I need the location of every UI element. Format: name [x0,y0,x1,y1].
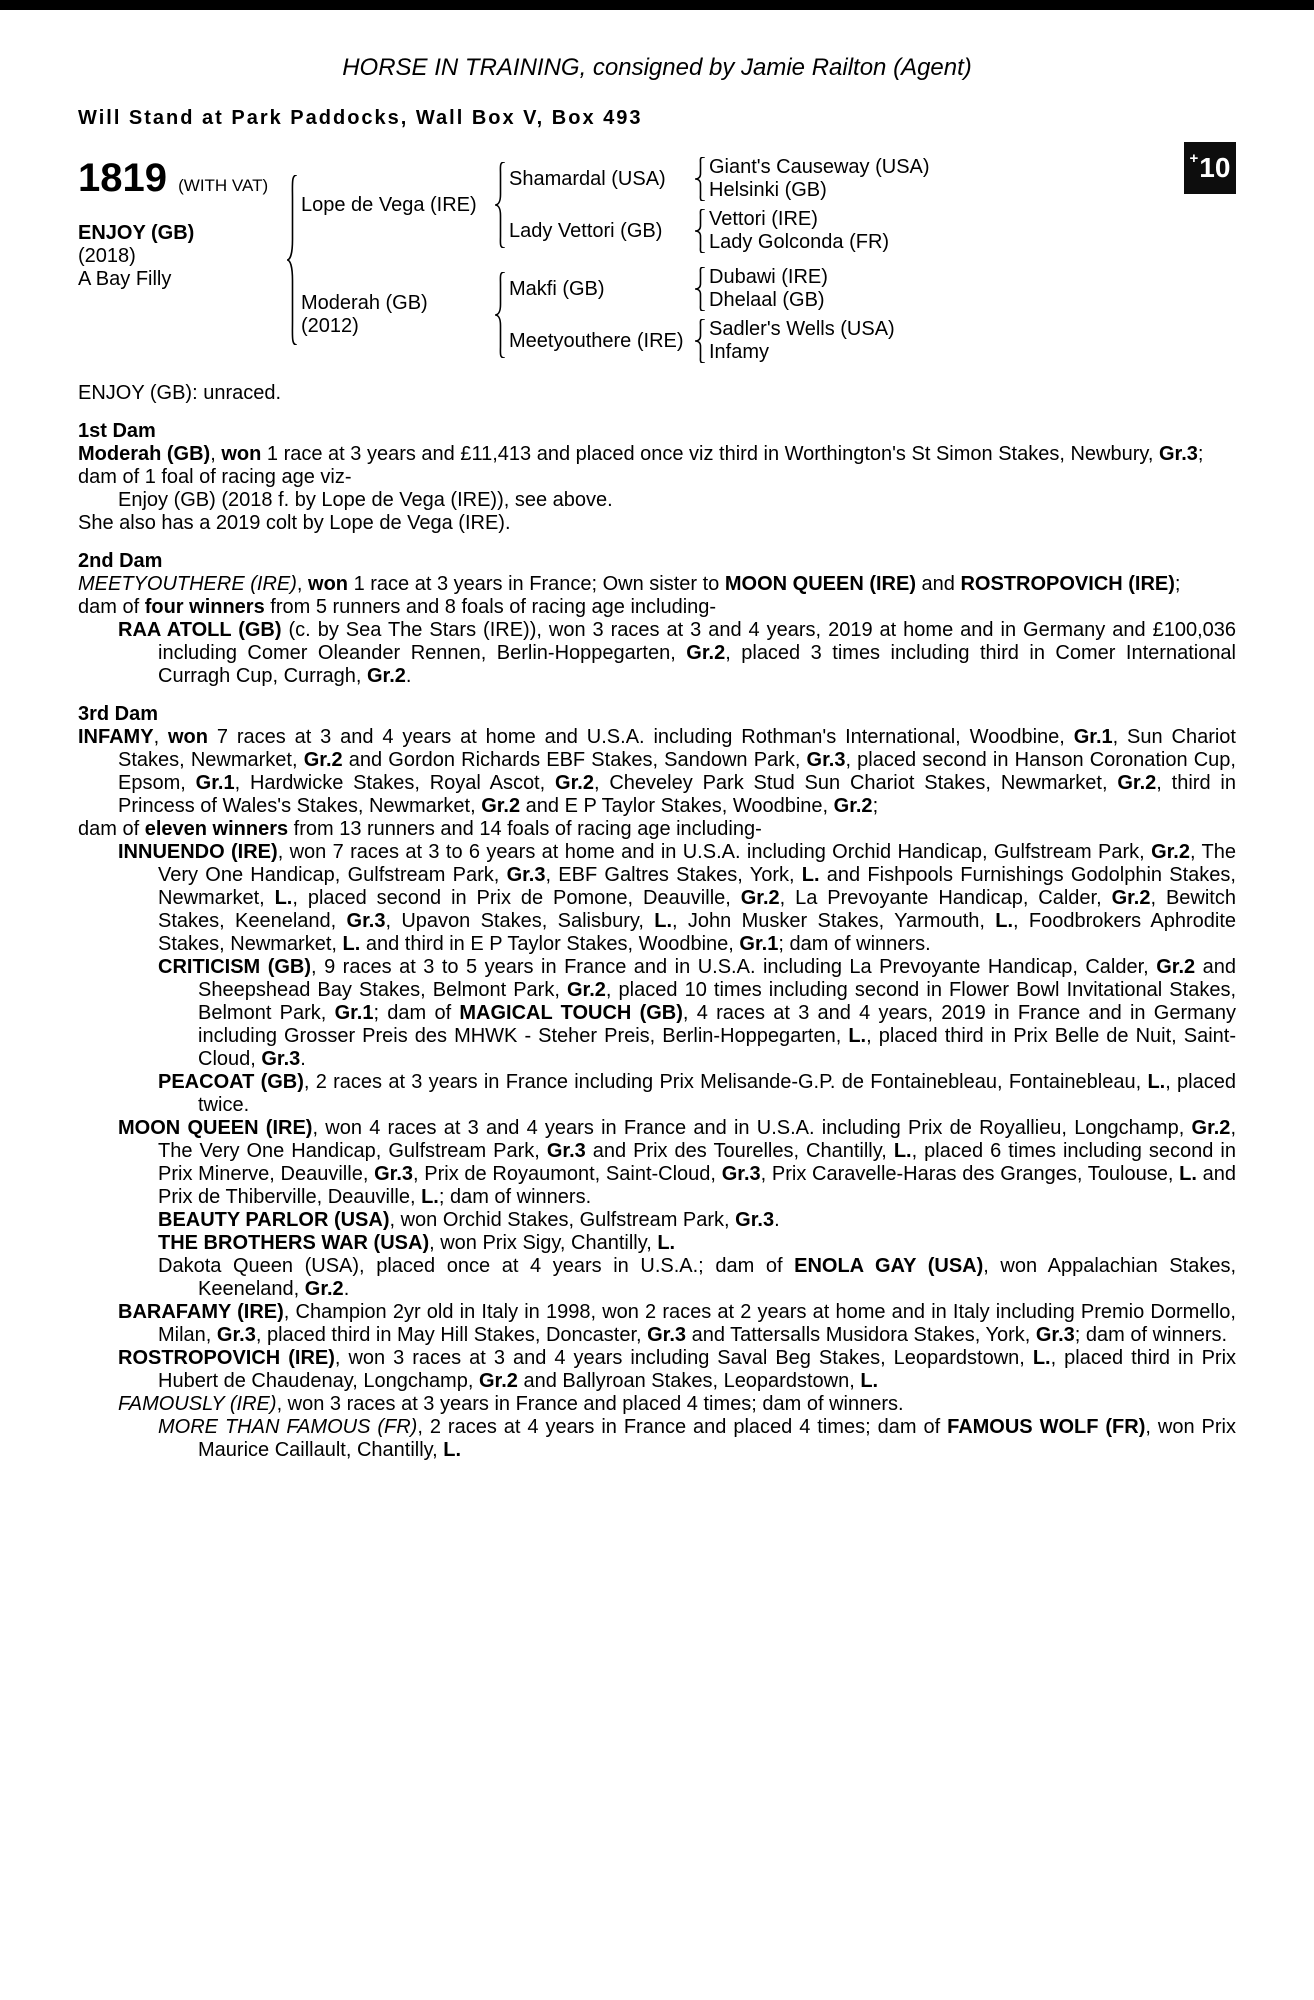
dam-section-heading: 3rd Dam [78,703,159,725]
plus-icon: + [1189,150,1199,167]
great-grandparent-name: Dubawi (IRE) [709,266,828,288]
text-segment: 1 race at 3 years in France; Own sister to [348,573,725,595]
text-segment: and third in E P Taylor Stakes, Woodbine, [360,933,740,955]
text-segment: L. [443,1439,462,1461]
text-segment: , [153,726,168,748]
brace-icon [491,162,509,248]
text-segment: Gr.2 [555,772,594,794]
dam-section-heading: 2nd Dam [78,550,163,572]
text-segment: dam of [78,818,145,840]
text-segment: . [405,665,412,687]
text-segment: Gr.2 [1111,887,1151,909]
text-segment: Gr.3 [261,1048,301,1070]
text-segment: , won 4 races at 3 and 4 years in France and in U.S.A. including Prix de Royallieu, Longchamp, [312,1117,1192,1139]
text-segment: , 9 races at 3 to 5 years in France and in U.S.A. including La Prevoyante Handicap, Calder, [311,956,1157,978]
text-segment: ROSTROPOVICH (IRE) [118,1347,335,1369]
text-segment: and Fishpools Furnishings Godolphin Stakes, Newmarket, [158,864,1236,909]
text-segment: and Prix des Tourelles, Chantilly, [585,1140,894,1162]
text-segment: Gr.3 [1159,443,1198,465]
text-segment: Gr.3 [735,1209,775,1231]
catalogue-paragraph [78,1347,1236,1393]
text-segment: ; dam of winners. [438,1186,592,1208]
catalogue-paragraph [78,596,1236,619]
catalogue-paragraph [78,619,1236,688]
text-segment: (c. by Sea The Stars (IRE)), won 3 races at 3 and 4 years, 2019 at home and in Germany and £100,036 including Comer Oleander Rennen, Berlin-Hoppegarten, [158,619,1236,664]
text-segment: Gr.1 [1073,726,1113,748]
text-segment: MOON QUEEN (IRE) [118,1117,313,1139]
sire-branch [301,156,930,254]
great-grandparent-name: Sadler's Wells (USA) [709,318,895,340]
catalogue-paragraph [78,573,1236,596]
text-segment: , won Appalachian Stakes, Keeneland, [198,1255,1237,1300]
text-segment: , La Prevoyante Handicap, Calder, [779,887,1112,909]
text-segment: and E P Taylor Stakes, Woodbine, [520,795,834,817]
catalogue-paragraph [78,1393,1236,1416]
text-segment: Gr.3 [647,1324,687,1346]
text-segment: , Sun Chariot Stakes, Newmarket, [118,726,1236,771]
page-top-bar [0,0,1314,10]
dam-sections [78,420,1236,1462]
text-segment: . [774,1209,780,1231]
text-segment: ; [1174,573,1181,595]
text-segment: BEAUTY PARLOR (USA) [158,1209,390,1231]
text-segment: , placed third in Prix Belle de Nuit, Saint-Cloud, [198,1025,1237,1070]
text-segment: , The Very One Handicap, Gulfstream Park, [158,1117,1236,1162]
text-segment: ; dam of winners. [1074,1324,1228,1346]
text-segment: BARAFAMY (IRE) [118,1301,284,1323]
text-segment: , won Prix Maurice Caillault, Chantilly, [198,1416,1236,1461]
text-segment: Gr.2 [481,795,521,817]
text-segment: Gr.2 [366,665,406,687]
grandsire-name: Makfi (GB) [509,277,605,300]
catalogue-paragraph [78,1416,1236,1462]
text-segment: Gr.1 [195,772,235,794]
text-segment: , Upavon Stakes, Salisbury, [385,910,655,932]
text-segment: from 13 runners and 14 foals of racing age including- [288,818,762,840]
text-segment: INFAMY [78,726,154,748]
text-segment: , Prix Caravelle-Haras des Granges, Toulouse, [760,1163,1180,1185]
text-segment: Gr.3 [806,749,846,771]
text-segment: , won Orchid Stakes, Gulfstream Park, [389,1209,736,1231]
text-segment: L. [893,1140,912,1162]
text-segment: L. [801,864,820,886]
text-segment: , 2 races at 4 years in France and placed 4 times; dam of [417,1416,948,1438]
text-segment: , The Very One Handicap, Gulfstream Park, [158,841,1236,886]
text-segment: Gr.2 [1117,772,1157,794]
catalogue-paragraph [78,1117,1236,1209]
text-segment: Gr.3 [346,910,386,932]
text-segment: MEETYOUTHERE (IRE) [78,573,297,595]
text-segment: L. [274,887,293,909]
consignment-title: HORSE IN TRAINING, consigned by Jamie Railton (Agent) [342,54,972,81]
text-segment: Gr.2 [833,795,873,817]
text-segment: L. [1032,1347,1051,1369]
text-segment: Gr.2 [1151,841,1190,863]
catalogue-paragraph [78,1071,1236,1117]
text-segment: won [308,573,349,595]
catalogue-paragraph [78,1209,1236,1232]
text-segment: ; dam of winners. [778,933,931,955]
brace-icon [491,272,509,358]
text-segment: , Cheveley Park Stud Sun Chariot Stakes, Newmarket, [593,772,1118,794]
text-segment: L. [342,933,361,955]
text-segment: , Prix de Royaumont, Saint-Cloud, [413,1163,722,1185]
text-segment: ; dam of [373,1002,460,1024]
text-segment: , placed twice. [198,1071,1236,1116]
text-segment: Dakota Queen (USA), placed once at 4 years in U.S.A.; dam of [158,1255,795,1277]
text-segment: MOON QUEEN (IRE) [724,573,916,595]
text-segment: CRITICISM (GB) [158,956,312,978]
text-segment: , 4 races at 3 and 4 years, 2019 in France and in Germany including Grosser Preis des MHWK - Steher Preis, Berlin-Hoppegarten, [198,1002,1237,1047]
text-segment: , John Musker Stakes, Yarmouth, [672,910,996,932]
book-number-badge [1184,142,1236,194]
text-segment: eleven winners [144,818,289,840]
lot-block [78,156,283,364]
text-segment: Enjoy (GB) (2018 f. by Lope de Vega (IRE)), see above. [118,489,613,511]
catalogue-paragraph [78,841,1236,956]
text-segment: won [167,726,208,748]
text-segment: MAGICAL TOUCH (GB) [459,1002,683,1024]
catalogue-paragraph [78,443,1236,466]
text-segment: , placed 6 times including second in Prix Minerve, Deauville, [158,1140,1236,1185]
text-segment: L. [654,910,673,932]
brace-icon [691,319,709,363]
pedigree-tree [78,152,1236,364]
catalogue-paragraph [78,1255,1236,1301]
grandsire-name: Shamardal (USA) [509,167,666,190]
text-segment: FAMOUSLY (IRE) [118,1393,277,1415]
brace-icon [691,267,709,311]
text-segment: and Ballyroan Stakes, Leopardstown, [517,1370,861,1392]
horse-name: ENJOY (GB) [78,222,195,244]
text-segment: , third in Princess of Wales's Stakes, Newmarket, [118,772,1236,817]
text-segment: Gr.3 [1035,1324,1075,1346]
text-segment: , won 7 races at 3 to 6 years at home and in U.S.A. including Orchid Handicap, Gulfstream Park, [277,841,1152,863]
text-segment: dam of [78,596,145,618]
text-segment: FAMOUS WOLF (FR) [947,1416,1146,1438]
stand-location-line: Will Stand at Park Paddocks, Wall Box V, Box 493 [78,107,643,129]
lot-number: 1819 [78,156,167,200]
text-segment: L. [1179,1163,1197,1185]
text-segment: Gr.1 [739,933,779,955]
text-segment: and Prix de Thiberville, Deauville, [158,1163,1236,1208]
text-segment: Gr.2 [478,1370,518,1392]
catalogue-body [78,382,1236,1462]
text-segment: , Champion 2yr old in Italy in 1998, won 2 races at 2 years at home and in Italy including Premio Dormello, Milan, [158,1301,1236,1346]
unraced-line: ENJOY (GB): unraced. [78,382,282,404]
text-segment: Moderah (GB) [78,443,211,465]
text-segment: Gr.3 [374,1163,414,1185]
text-segment: from 5 runners and 8 foals of racing age including- [264,596,717,618]
text-segment: L. [421,1186,439,1208]
granddam-name: Lady Vettori (GB) [509,219,663,242]
catalogue-paragraph [78,956,1236,1071]
text-segment: Gr.2 [1156,956,1196,978]
text-segment: , won 3 races at 3 years in France and placed 4 times; dam of winners. [276,1393,904,1415]
text-segment: ; [872,795,879,817]
text-segment: , Foodbrokers Aphrodite Stakes, Newmarket, [158,910,1237,955]
granddam-name: Meetyouthere (IRE) [509,329,684,352]
text-segment: dam of 1 foal of racing age viz- [78,466,352,488]
catalogue-paragraph [78,489,1236,512]
catalogue-paragraph [78,466,1236,489]
text-segment: Gr.3 [721,1163,761,1185]
text-segment: L. [848,1025,867,1047]
text-segment: and Sheepshead Bay Stakes, Belmont Park, [198,956,1236,1001]
text-segment: , won Prix Sigy, Chantilly, [429,1232,658,1254]
text-segment: She also has a 2019 colt by Lope de Vega (IRE). [78,512,511,534]
text-segment: , placed third in May Hill Stakes, Doncaster, [255,1324,648,1346]
dam-year: (2012) [301,315,359,337]
text-segment: , [210,443,222,465]
text-segment: ENOLA GAY (USA) [794,1255,984,1277]
catalogue-paragraph [78,512,1236,535]
text-segment: and Tattersalls Musidora Stakes, York, [686,1324,1036,1346]
text-segment: . [343,1278,350,1300]
text-segment: , placed third in Prix Hubert de Chaudenay, Longchamp, [158,1347,1237,1392]
text-segment: L. [995,910,1014,932]
text-segment: , placed second in Hanson Coronation Cup, Epsom, [118,749,1236,794]
text-segment: , placed 3 times including third in Comer International Curragh Cup, Curragh, [158,642,1237,687]
text-segment: and [915,573,961,595]
text-segment: , Bewitch Stakes, Keeneland, [158,887,1236,932]
text-segment: , 2 races at 3 years in France including Prix Melisande-G.P. de Fontainebleau, Fontainebleau, [303,1071,1148,1093]
text-segment: L. [657,1232,676,1254]
catalogue-paragraph [78,818,1236,841]
text-segment: L. [860,1370,879,1392]
text-segment: Gr.2 [566,979,606,1001]
text-segment: THE BROTHERS WAR (USA) [158,1232,430,1254]
text-segment: Gr.2 [1191,1117,1231,1139]
text-segment: , placed 10 times including second in Flower Bowl Invitational Stakes, Belmont Park, [198,979,1236,1024]
catalogue-paragraph [78,1301,1236,1347]
dam-name: Moderah (GB) [301,292,428,314]
brace-icon [691,209,709,253]
colour-sex-description: A Bay Filly [78,268,172,290]
text-segment: Gr.1 [334,1002,374,1024]
text-segment: 1 race at 3 years and £11,413 and placed once viz third in Worthington's St Simon Stakes, Newbury, [261,443,1159,465]
great-grandparent-name: Dhelaal (GB) [709,289,825,311]
great-grandparent-name: Lady Golconda (FR) [709,231,890,253]
text-segment: four winners [144,596,265,618]
brace-icon [283,175,301,345]
text-segment: Gr.3 [216,1324,256,1346]
great-grandparent-name: Giant's Causeway (USA) [709,156,930,178]
brace-icon [691,157,709,201]
text-segment: , placed second in Prix de Pomone, Deauville, [292,887,741,909]
catalogue-paragraph [78,726,1236,818]
great-grandparent-name: Helsinki (GB) [709,179,827,201]
text-segment: , [296,573,309,595]
text-segment: , EBF Galtres Stakes, York, [545,864,802,886]
great-grandparent-name: Infamy [709,341,770,363]
book-number: 10 [1199,152,1231,183]
vat-note: (WITH VAT) [178,176,269,195]
text-segment: L. [1147,1071,1166,1093]
text-segment: Gr.2 [740,887,780,909]
text-segment: Gr.2 [686,642,726,664]
text-segment: Gr.2 [304,1278,344,1300]
text-segment: ROSTROPOVICH (IRE) [960,573,1175,595]
dam-name-block [301,292,491,338]
sire-name: Lope de Vega (IRE) [301,193,477,216]
text-segment: . [300,1048,306,1070]
text-segment: PEACOAT (GB) [158,1071,304,1093]
catalogue-paragraph [78,1232,1236,1255]
text-segment: INNUENDO (IRE) [118,841,278,863]
foaling-year: (2018) [78,245,136,267]
text-segment: and Gordon Richards EBF Stakes, Sandown Park, [342,749,807,771]
text-segment: , won 3 races at 3 and 4 years including Saval Beg Stakes, Leopardstown, [334,1347,1033,1369]
text-segment: Gr.3 [546,1140,586,1162]
text-segment: 7 races at 3 and 4 years at home and U.S.A. including Rothman's International, Woodbine, [207,726,1074,748]
text-segment: Gr.2 [303,749,343,771]
dam-section-heading: 1st Dam [78,420,156,442]
text-segment: ; [1197,443,1204,465]
text-segment: Gr.3 [506,864,546,886]
text-segment: MORE THAN FAMOUS (FR) [158,1416,418,1438]
text-segment: RAA ATOLL (GB) [118,619,282,641]
catalogue-page [0,56,1314,1462]
dam-branch [301,266,930,364]
great-grandparent-name: Vettori (IRE) [709,208,818,230]
text-segment: won [221,443,262,465]
text-segment: , Hardwicke Stakes, Royal Ascot, [234,772,556,794]
